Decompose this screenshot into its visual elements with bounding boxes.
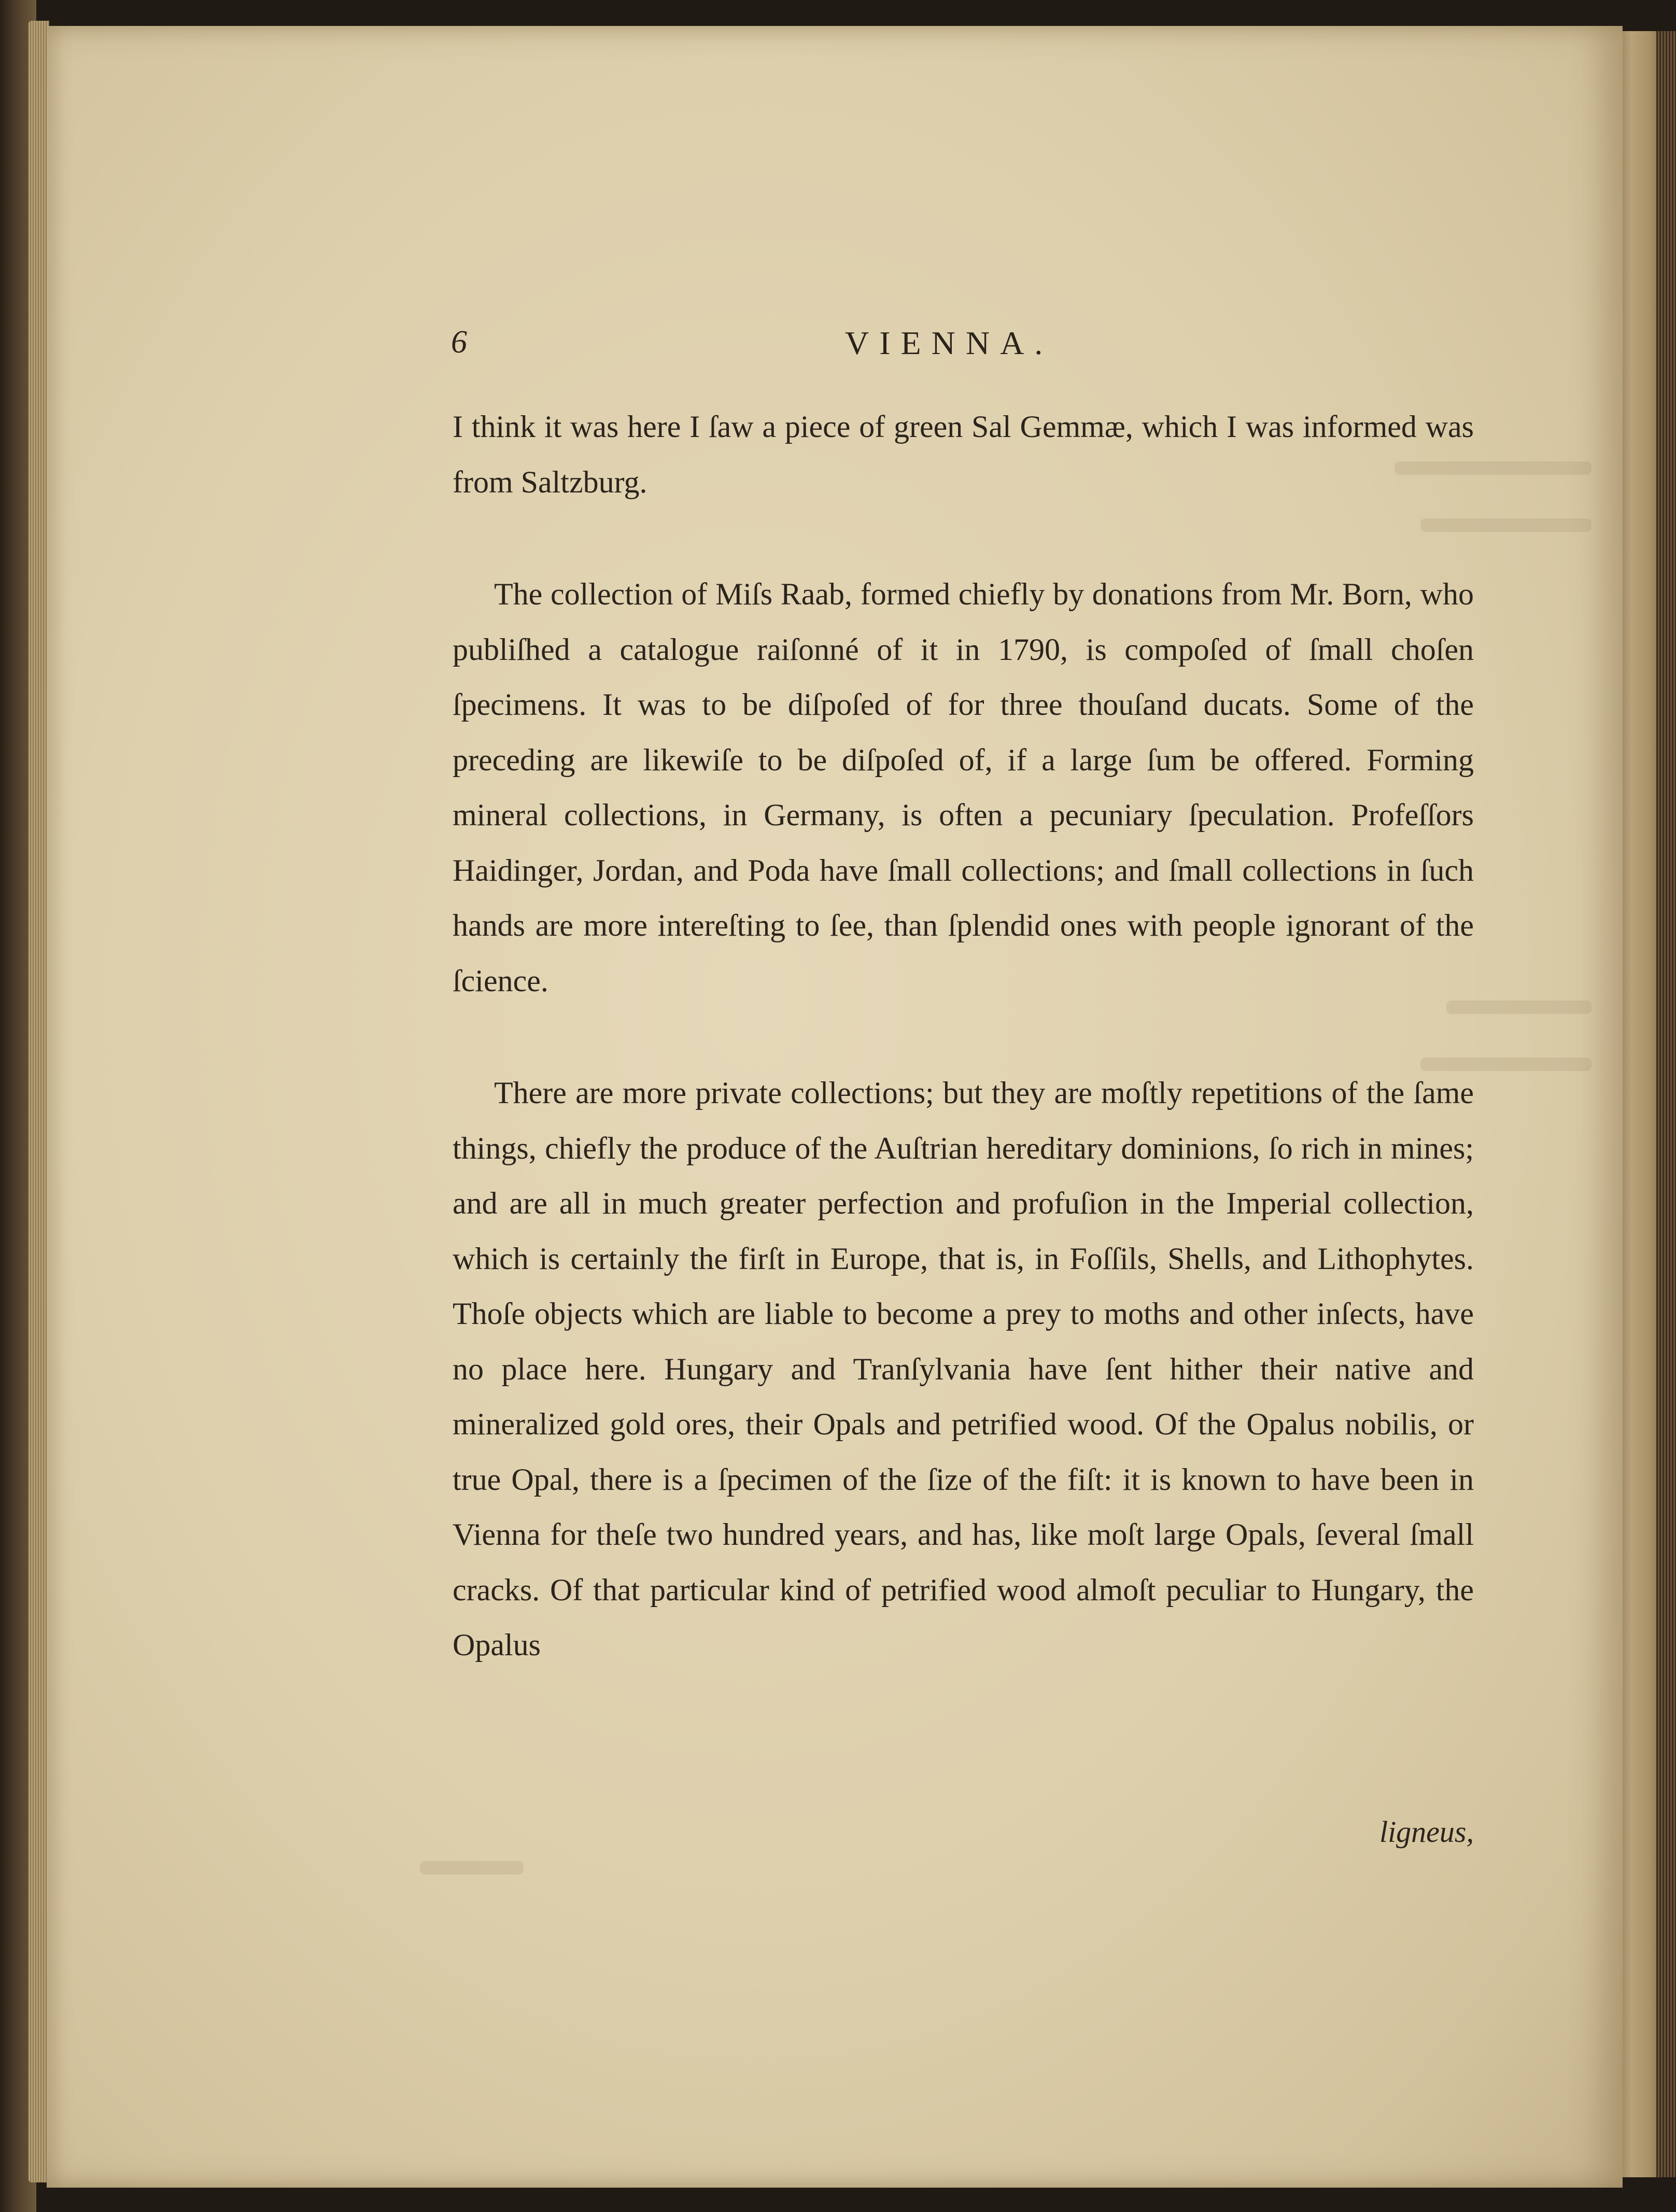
left-page-edges (29, 21, 49, 2182)
show-through (420, 1861, 524, 1875)
paragraph-gap (453, 1008, 1474, 1065)
page-number: 6 (451, 325, 467, 360)
paragraph-saltzburg: I think it was here I ſaw a piece of green Sal Gemmæ, which I was informed was from Saltzburg. (453, 410, 1474, 499)
running-title: VIENNA. (845, 325, 1053, 361)
paragraph-raab-collection: The collection of Miſs Raab, formed chiefly by donations from Mr. Born, who publiſhed a catalogue raiſonné of it in 1790, is compoſed of ſmall choſen ſpecimens. It was to be diſpoſed of for three thouſand ducats. Some of the preceding are likewiſe to be diſpoſed of, if a large ſum be offered. Forming mineral collections, in Germany, is often a pecuniary ſpeculation. Profeſſors Haidinger, Jordan, and Poda have ſmall collections; and ſmall collections in ſuch hands are more intereſting to ſee, than ſplendid ones with people ignorant of the ſcience. (453, 577, 1474, 998)
body-text (453, 399, 1474, 1673)
paragraph-gap (453, 510, 1474, 567)
paragraph-imperial-collection: There are more private collections; but they are moſtly repetitions of the ſame things, chiefly the produce of the Auſtrian hereditary dominions, ſo rich in mines; and are all in much greater perfection and profuſion in the Imperial collection, which is certainly the firſt in Europe, that is, in Foſſils, Shells, and Lithophytes. Thoſe objects which are liable to become a prey to moths and other inſects, have no place here. Hungary and Tranſylvania have ſent hither their native and mineralized gold ores, their Opals and petrified wood. Of the Opalus nobilis, or true Opal, there is a ſpecimen of the ſize of the fiſt: it is known to have been in Vienna for theſe two hundred years, and has, like moſt large Opals, ſeveral ſmall cracks. Of that particular kind of petrified wood almoſt peculiar to Hungary, the Opalus (453, 1076, 1474, 1662)
catchword: ligneus, (1379, 1815, 1474, 1849)
paper-page (47, 26, 1623, 2188)
